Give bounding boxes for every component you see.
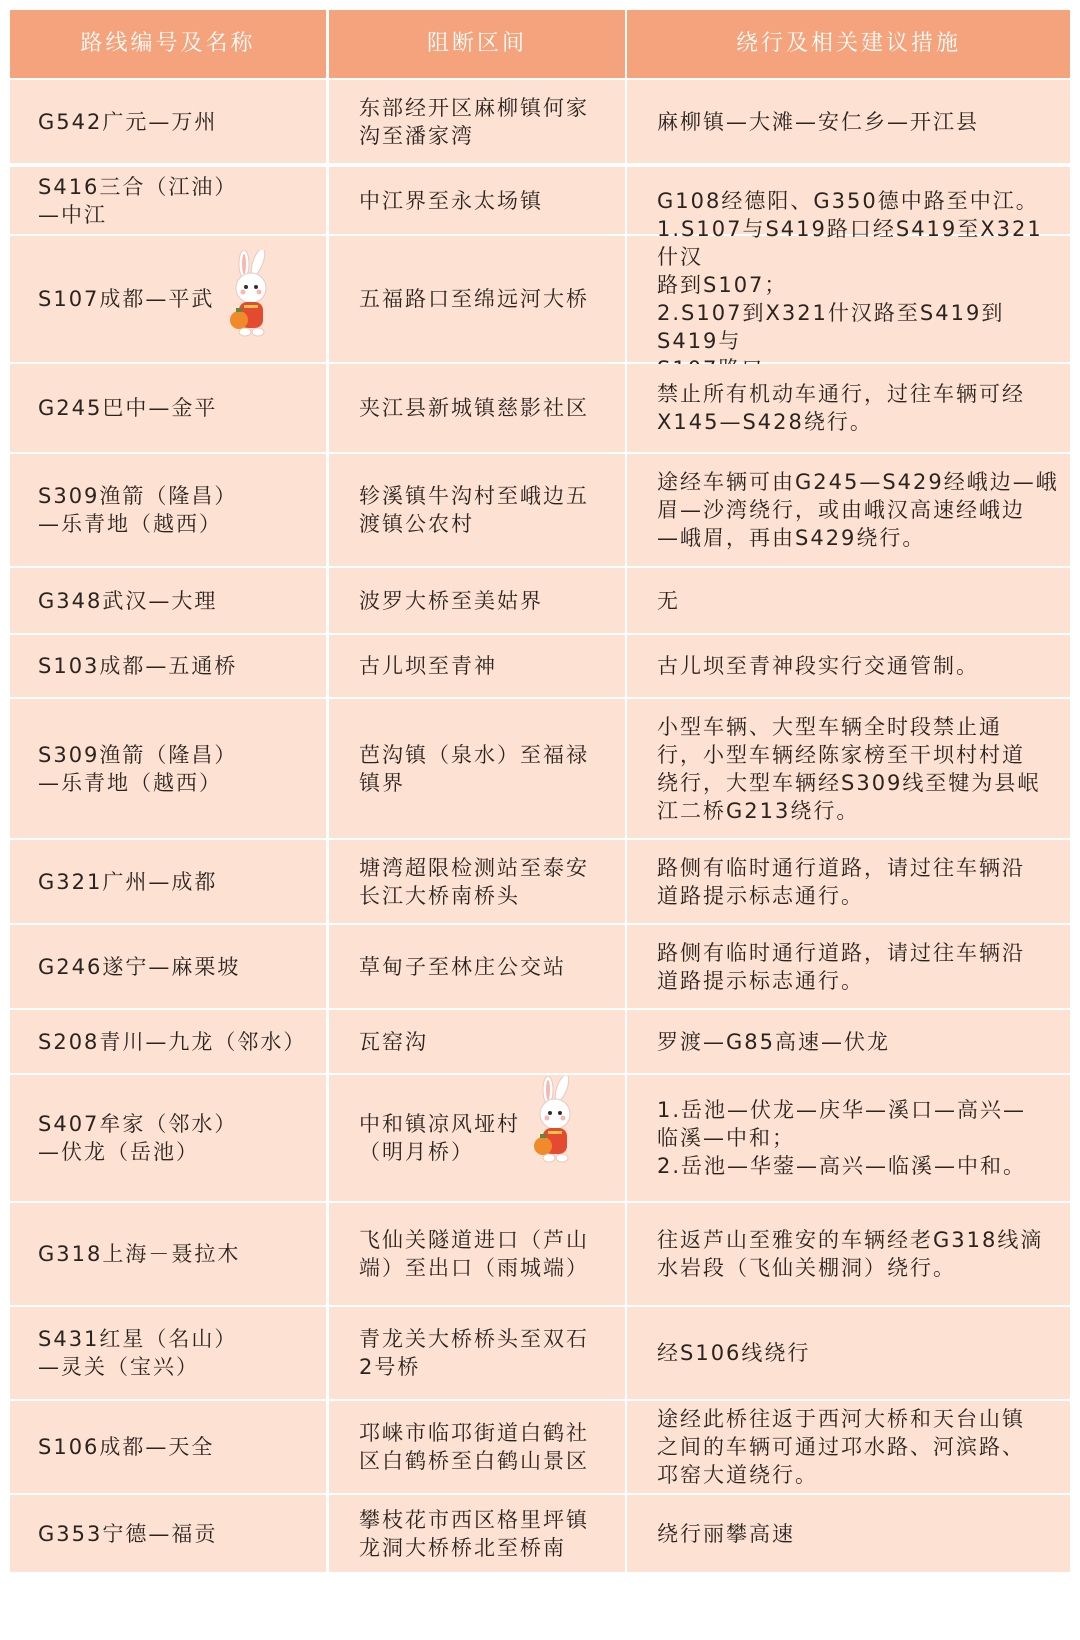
route-cell-text: S309渔箭（隆昌） —乐青地（越西） [38, 742, 238, 795]
detour-cell-text: 无 [657, 588, 680, 613]
route-cell [10, 840, 326, 923]
table-row [10, 699, 1070, 838]
detour-cell [627, 635, 1070, 697]
table-row [10, 454, 1070, 566]
section-cell [329, 364, 625, 452]
table-row [10, 925, 1070, 1008]
detour-cell [627, 925, 1070, 1008]
detour-table [10, 10, 1070, 1632]
section-cell [329, 1203, 625, 1305]
table-row [10, 568, 1070, 633]
section-cell [329, 840, 625, 923]
table-row [10, 1010, 1070, 1073]
rabbit-mascot-icon [222, 250, 280, 342]
route-cell [10, 1307, 326, 1399]
detour-cell-text: 禁止所有机动车通行，过往车辆可经 X145—S428绕行。 [657, 382, 1025, 434]
route-cell-text: G245巴中—金平 [38, 396, 218, 420]
header-detour: 绕行及相关建议措施 [627, 10, 1070, 78]
route-cell-text: S107成都—平武 [38, 287, 215, 311]
detour-cell [627, 80, 1070, 163]
route-cell-text: S407牟家（邻水） —伏龙（岳池） [38, 1112, 238, 1164]
section-cell-text: 轸溪镇牛沟村至峨边五 渡镇公农村 [359, 484, 589, 536]
section-cell [329, 1495, 625, 1572]
section-cell [329, 167, 625, 234]
detour-cell-text: 往返芦山至雅安的车辆经老G318线滴 水岩段（飞仙关棚洞）绕行。 [657, 1228, 1044, 1280]
route-cell [10, 1010, 326, 1073]
detour-cell-text: 罗渡—G85高速—伏龙 [657, 1029, 890, 1054]
detour-cell-text: 古儿坝至青神段实行交通管制。 [657, 654, 979, 678]
route-cell [10, 1075, 326, 1201]
detour-cell [627, 1203, 1070, 1305]
section-cell-text: 塘湾超限检测站至泰安 长江大桥南桥头 [359, 855, 589, 908]
section-cell-text: 飞仙关隧道进口（芦山 端）至出口（雨城端） [359, 1228, 589, 1280]
table-row [10, 1307, 1070, 1399]
route-cell-text: S208青川—九龙（邻水） [38, 1029, 307, 1054]
detour-cell [627, 454, 1070, 566]
section-cell [329, 925, 625, 1008]
table-row [10, 217, 1070, 362]
route-cell-text: S106成都—天全 [38, 1435, 215, 1459]
section-cell-text: 瓦窑沟 [359, 1029, 428, 1054]
route-cell-text: S309渔箭（隆昌） —乐青地（越西） [38, 484, 238, 536]
route-cell [10, 80, 326, 163]
section-cell-text: 夹江县新城镇慈影社区 [359, 396, 589, 420]
route-cell-text: G542广元—万州 [38, 109, 218, 134]
header-section: 阻断区间 [329, 10, 625, 78]
detour-cell-text: 途经车辆可由G245—S429经峨边—峨 眉—沙湾绕行，或由峨汉高速经峨边 —峨眉，再由S429绕行。 [657, 470, 1059, 550]
detour-cell-text: 路侧有临时通行道路，请过往车辆沿 道路提示标志通行。 [657, 855, 1025, 908]
detour-cell-text: G108经德阳、G350德中路至中江。 [657, 188, 1039, 213]
route-cell-text: S416三合（江油） —中江 [38, 174, 238, 227]
section-cell-text: 草甸子至林庄公交站 [359, 954, 566, 979]
route-cell [10, 364, 326, 452]
section-cell-text: 中和镇凉风垭村 （明月桥） [359, 1112, 520, 1164]
detour-cell-text: 小型车辆、大型车辆全时段禁止通 行，小型车辆经陈家榜至干坝村村道 绕行，大型车辆经S309线至犍为县岷 江二桥G213绕行。 [657, 714, 1041, 823]
route-cell-text: S103成都—五通桥 [38, 654, 238, 678]
route-cell-text: G318上海－聂拉木 [38, 1242, 241, 1266]
detour-cell [627, 1307, 1070, 1399]
detour-cell [627, 699, 1070, 838]
table-row [10, 1495, 1070, 1572]
route-cell [10, 1203, 326, 1305]
section-cell-text: 青龙关大桥桥头至双石 2号桥 [359, 1327, 589, 1379]
detour-cell [627, 568, 1070, 633]
route-cell-text: G321广州—成都 [38, 869, 218, 894]
table-header [10, 10, 1070, 78]
section-cell-text: 邛崃市临邛街道白鹤社 区白鹤桥至白鹤山景区 [359, 1421, 589, 1473]
route-cell-text: S431红星（名山） —灵关（宝兴） [38, 1327, 238, 1379]
table-row [10, 1401, 1070, 1493]
section-cell-text: 古儿坝至青神 [359, 654, 497, 678]
table-row [10, 635, 1070, 697]
detour-cell [627, 1010, 1070, 1073]
section-cell [329, 1307, 625, 1399]
detour-cell [627, 217, 1070, 362]
route-cell [10, 167, 326, 234]
rabbit-mascot-icon [526, 1076, 584, 1168]
route-cell [10, 635, 326, 697]
route-cell [10, 1495, 326, 1572]
detour-cell-text: 经S106线绕行 [657, 1341, 811, 1365]
detour-cell [627, 840, 1070, 923]
detour-cell-text: 路侧有临时通行道路，请过往车辆沿 道路提示标志通行。 [657, 940, 1025, 993]
detour-cell [627, 1495, 1070, 1572]
header-route: 路线编号及名称 [10, 10, 326, 78]
section-cell [329, 454, 625, 566]
section-cell [329, 568, 625, 633]
section-cell [329, 80, 625, 163]
table-row [10, 1203, 1070, 1305]
detour-cell-text: 1.S107与S419路口经S419至X321什汉 路到S107； 2.S107到X321什汉路至S419到S419与 [657, 217, 1043, 353]
section-cell [329, 635, 625, 697]
section-cell-text: 五福路口至绵远河大桥 [359, 287, 589, 311]
route-cell [10, 454, 326, 566]
section-cell-text: 芭沟镇（泉水）至福禄 镇界 [359, 742, 589, 795]
detour-cell [627, 364, 1070, 452]
detour-cell [627, 1401, 1070, 1493]
section-cell-text: 波罗大桥至美姑界 [359, 588, 543, 613]
detour-cell-text: 途经此桥往返于西河大桥和天台山镇 之间的车辆可通过邛水路、河滨路、 邛窑大道绕行。 [657, 1407, 1025, 1487]
table-row [10, 80, 1070, 163]
section-cell [329, 1401, 625, 1493]
section-cell [329, 699, 625, 838]
section-cell-text: 攀枝花市西区格里坪镇 龙洞大桥桥北至桥南 [359, 1507, 589, 1560]
route-cell-text: G348武汉—大理 [38, 588, 218, 613]
detour-cell-text: 麻柳镇—大滩—安仁乡—开江县 [657, 109, 979, 134]
section-cell-text: 东部经开区麻柳镇何家 沟至潘家湾 [359, 95, 589, 148]
route-cell-text: G353宁德—福贡 [38, 1521, 218, 1546]
table-row [10, 364, 1070, 452]
detour-cell-text: 1.岳池—伏龙—庆华—溪口—高兴— 临溪—中和； 2.岳池—华蓥—高兴—临溪—中和。 [657, 1098, 1027, 1178]
table-row [10, 840, 1070, 923]
section-cell [329, 1010, 625, 1073]
detour-cell-text: 绕行丽攀高速 [657, 1521, 795, 1546]
route-cell-text: G246遂宁—麻栗坡 [38, 954, 241, 979]
detour-cell [627, 1075, 1070, 1201]
route-cell [10, 1401, 326, 1493]
route-cell [10, 925, 326, 1008]
route-cell [10, 568, 326, 633]
route-cell [10, 699, 326, 838]
section-cell-text: 中江界至永太场镇 [359, 188, 543, 213]
section-cell [329, 236, 625, 362]
